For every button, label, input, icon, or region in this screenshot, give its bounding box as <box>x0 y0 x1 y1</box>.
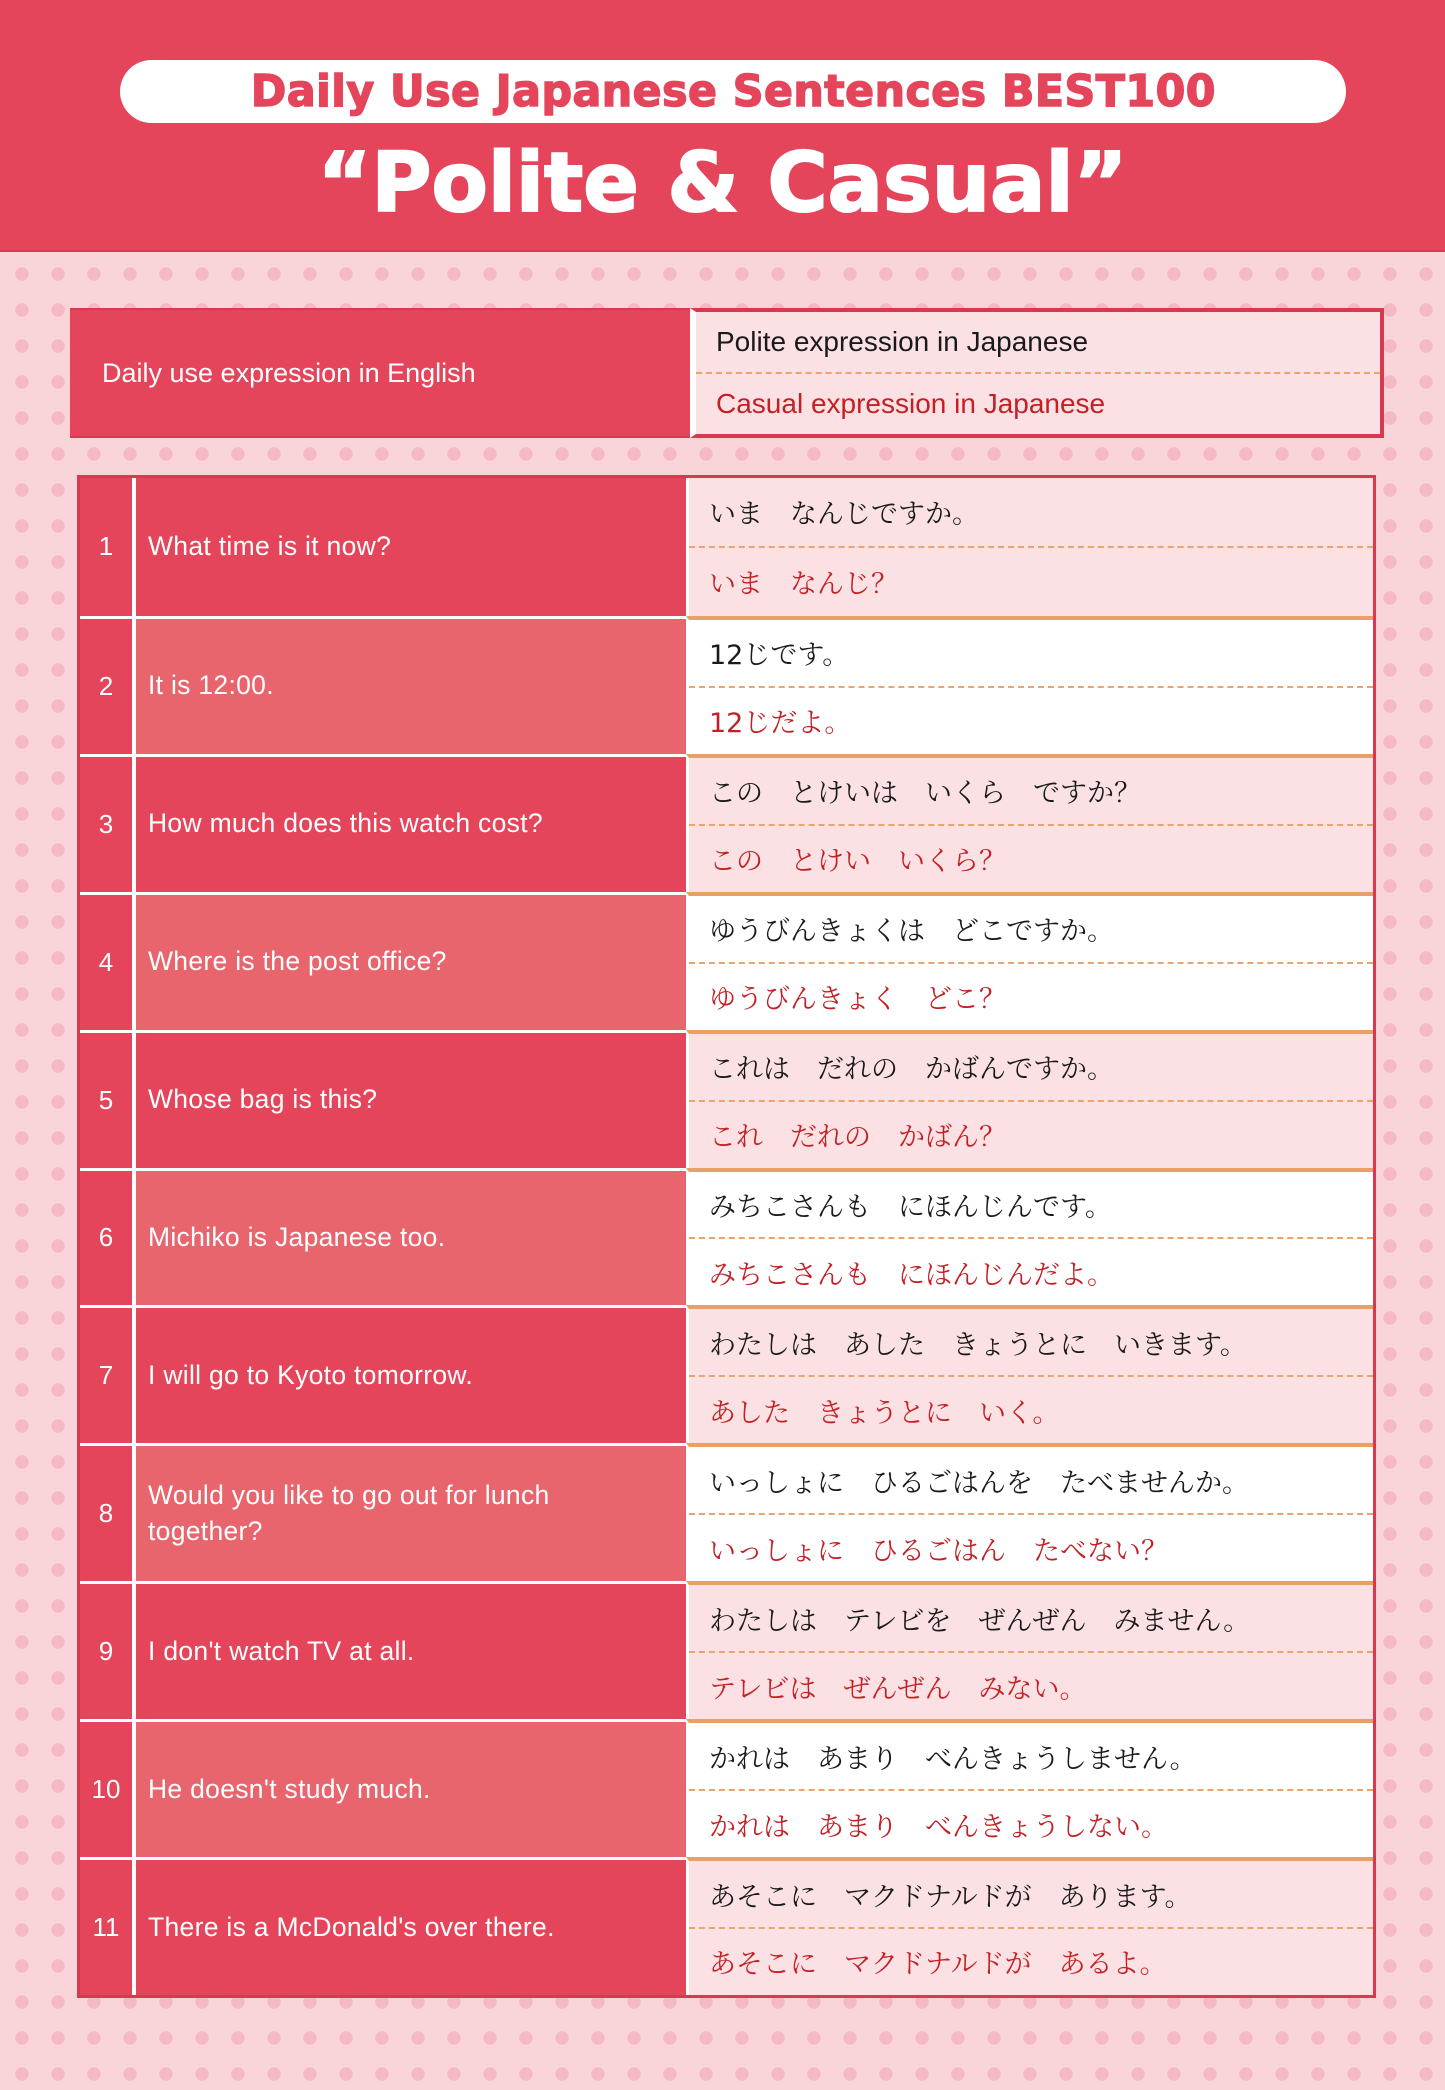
legend-japanese <box>690 308 1384 438</box>
table-row <box>80 1030 1373 1168</box>
legend-polite: Polite expression in Japanese <box>696 312 1380 374</box>
legend-casual: Casual expression in Japanese <box>716 388 1106 419</box>
japanese-cell <box>686 892 1373 1030</box>
japanese-cell <box>686 1030 1373 1168</box>
page-title: “Polite & Casual” <box>317 135 1128 231</box>
english-sentence: There is a McDonald's over there. <box>136 1857 686 1995</box>
polite-sentence: あそこに マクドナルドが あります。 <box>689 1861 1373 1929</box>
japanese-cell <box>686 754 1373 892</box>
japanese-cell <box>686 1168 1373 1306</box>
header-banner <box>0 0 1445 252</box>
row-number: 3 <box>80 754 136 892</box>
japanese-cell <box>686 1443 1373 1581</box>
casual-sentence: いっしょに ひるごはん たべない？ <box>709 1535 1168 1567</box>
table-row <box>80 1443 1373 1581</box>
table-row <box>80 478 1373 616</box>
table-row <box>80 1857 1373 1995</box>
english-sentence: What time is it now? <box>136 478 686 616</box>
japanese-cell <box>686 616 1373 754</box>
polite-sentence: わたしは あした きょうとに いきます。 <box>689 1309 1373 1377</box>
table-row <box>80 1305 1373 1443</box>
casual-sentence: ゆうびんきょく どこ？ <box>709 984 1006 1016</box>
casual-sentence: これ だれの かばん？ <box>709 1122 1006 1154</box>
casual-sentence: あした きょうとに いく。 <box>709 1397 1060 1429</box>
english-sentence: Would you like to go out for lunch together? <box>136 1443 686 1581</box>
casual-sentence: みちこさんも にほんじんだよ。 <box>709 1259 1114 1291</box>
english-sentence: Whose bag is this? <box>136 1030 686 1168</box>
row-number: 10 <box>80 1719 136 1857</box>
row-number: 1 <box>80 478 136 616</box>
table-row <box>80 1581 1373 1719</box>
casual-sentence: 12じだよ。 <box>709 708 852 740</box>
polite-sentence: みちこさんも にほんじんです。 <box>689 1172 1373 1240</box>
english-sentence: I don't watch TV at all. <box>136 1581 686 1719</box>
row-number: 11 <box>80 1857 136 1995</box>
table-row <box>80 1719 1373 1857</box>
english-sentence: He doesn't study much. <box>136 1719 686 1857</box>
english-sentence: It is 12:00. <box>136 616 686 754</box>
row-number: 2 <box>80 616 136 754</box>
polite-sentence: かれは あまり べんきょうしません。 <box>689 1723 1373 1791</box>
legend-box <box>70 308 1384 438</box>
casual-sentence: かれは あまり べんきょうしない。 <box>709 1811 1168 1843</box>
japanese-cell <box>686 1719 1373 1857</box>
polite-sentence: これは だれの かばんですか。 <box>689 1034 1373 1102</box>
polite-sentence: この とけいは いくら ですか？ <box>689 758 1373 826</box>
english-sentence: I will go to Kyoto tomorrow. <box>136 1305 686 1443</box>
row-number: 9 <box>80 1581 136 1719</box>
row-number: 8 <box>80 1443 136 1581</box>
row-number: 6 <box>80 1168 136 1306</box>
casual-sentence: この とけい いくら？ <box>709 846 1006 878</box>
casual-sentence: あそこに マクドナルドが あるよ。 <box>709 1949 1167 1981</box>
japanese-cell <box>686 1581 1373 1719</box>
japanese-cell <box>686 1305 1373 1443</box>
polite-sentence: わたしは テレビを ぜんぜん みません。 <box>689 1585 1373 1653</box>
row-number: 7 <box>80 1305 136 1443</box>
english-sentence: Where is the post office? <box>136 892 686 1030</box>
table-row <box>80 1168 1373 1306</box>
polite-sentence: いっしょに ひるごはんを たべませんか。 <box>689 1447 1373 1515</box>
japanese-cell <box>686 1857 1373 1995</box>
table-row <box>80 754 1373 892</box>
table-row <box>80 892 1373 1030</box>
english-sentence: How much does this watch cost? <box>136 754 686 892</box>
casual-sentence: テレビは ぜんぜん みない。 <box>709 1673 1087 1705</box>
english-sentence: Michiko is Japanese too. <box>136 1168 686 1306</box>
sentence-table <box>77 475 1376 1998</box>
page-subtitle: Daily Use Japanese Sentences BEST100 <box>250 66 1216 117</box>
row-number: 5 <box>80 1030 136 1168</box>
polite-sentence: ゆうびんきょくは どこですか。 <box>689 896 1373 964</box>
polite-sentence: 12じです。 <box>689 620 1373 688</box>
casual-sentence: いま なんじ？ <box>709 569 898 601</box>
table-row <box>80 616 1373 754</box>
subtitle-pill <box>120 60 1346 123</box>
polite-sentence: いま なんじですか。 <box>689 478 1373 548</box>
row-number: 4 <box>80 892 136 1030</box>
japanese-cell <box>686 478 1373 616</box>
legend-english: Daily use expression in English <box>70 308 690 438</box>
